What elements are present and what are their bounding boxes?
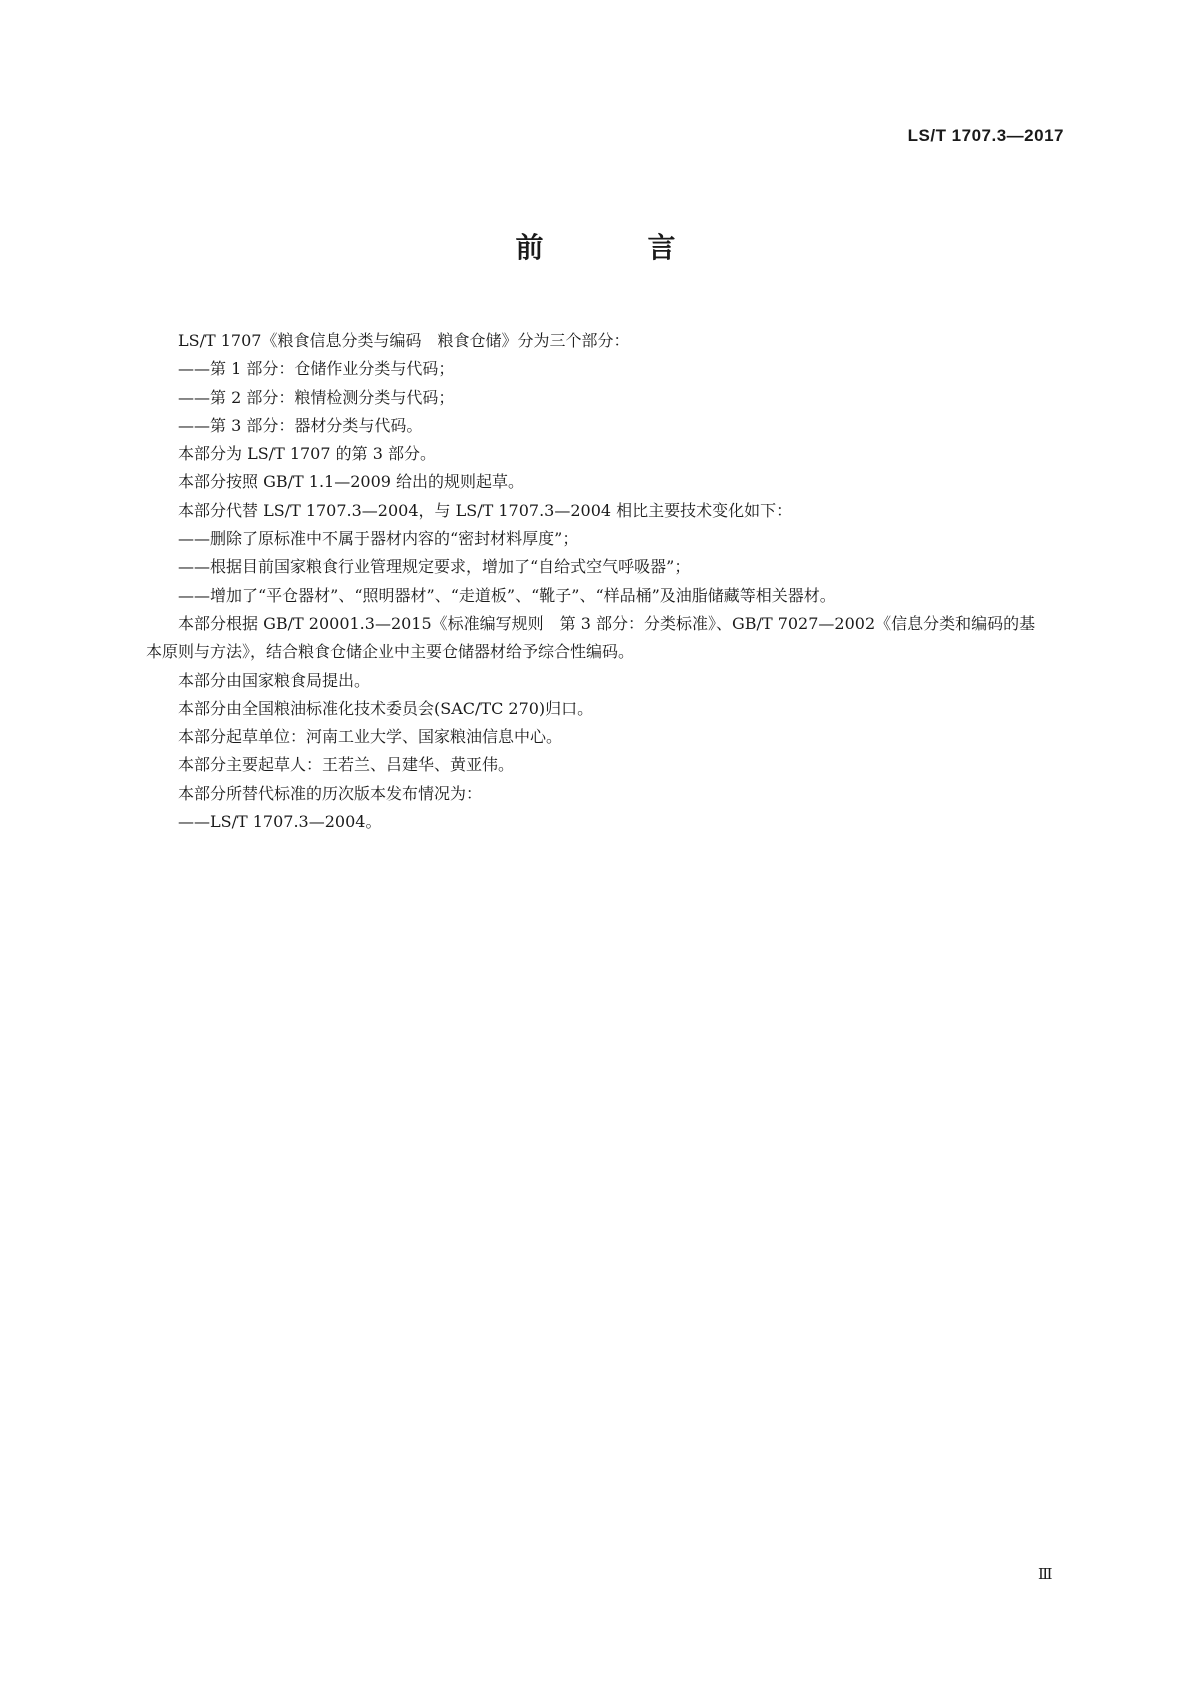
paragraph: LS/T 1707《粮食信息分类与编码 粮食仓储》分为三个部分：: [178, 331, 630, 350]
page-title: 前 言: [515, 231, 714, 264]
list-item: ——第 2 部分：粮情检测分类与代码；: [178, 387, 455, 407]
list-item: ——LS/T 1707.3—2004。: [178, 812, 382, 832]
list-item: ——增加了“平仓器材”、“照明器材”、“走道板”、“靴子”、“样品桶”及油脂储藏等相关器材。: [178, 585, 836, 605]
paragraph: 本部分由国家粮食局提出。: [178, 670, 371, 690]
list-item: ——第 3 部分：器材分类与代码。: [178, 415, 423, 435]
page-number: Ⅲ: [1038, 1565, 1053, 1583]
paragraph: 本部分为 LS/T 1707 的第 3 部分。: [178, 444, 436, 464]
paragraph: 本部分起草单位：河南工业大学、国家粮油信息中心。: [178, 727, 563, 747]
list-item: ——删除了原标准中不属于器材内容的“密封材料厚度”；: [178, 529, 579, 549]
paragraph: 本部分所替代标准的历次版本发布情况为：: [178, 783, 483, 803]
paragraph: 本部分代替 LS/T 1707.3—2004，与 LS/T 1707.3—2004 相比主要技术变化如下：: [178, 500, 793, 520]
list-item: ——第 1 部分：仓储作业分类与代码；: [178, 359, 455, 379]
document-code: LS/T 1707.3—2017: [907, 126, 1064, 145]
foreword-body: [146, 327, 1064, 836]
paragraph: 本部分主要起草人：王若兰、吕建华、黄亚伟。: [178, 755, 515, 775]
paragraph: 本部分按照 GB/T 1.1—2009 给出的规则起草。: [178, 472, 525, 492]
paragraph: 本部分由全国粮油标准化技术委员会(SAC/TC 270)归口。: [178, 698, 594, 718]
paragraph: 本部分根据 GB/T 20001.3—2015《标准编写规则 第 3 部分：分类标准》、GB/T 7027—2002《信息分类和编码的基本原则与方法》，结合粮食仓储企业中主要仓储器材给予综合性编码。: [146, 613, 1036, 662]
list-item: ——根据目前国家粮食行业管理规定要求，增加了“自给式空气呼吸器”；: [178, 557, 691, 577]
